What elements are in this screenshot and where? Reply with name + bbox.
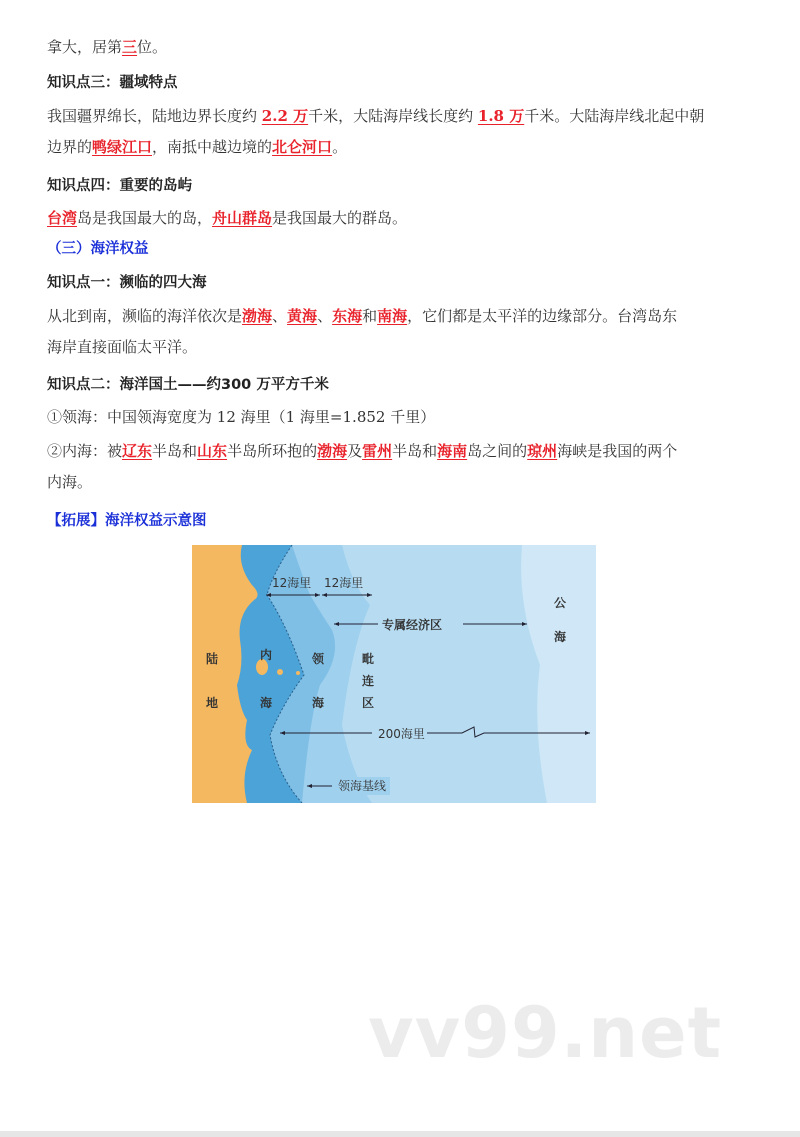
section-heading — [47, 511, 207, 531]
label-12nm-b: 12海里 — [324, 576, 364, 590]
highlighted-term: 东海 — [332, 307, 363, 325]
section-heading — [47, 375, 329, 395]
highlighted-term: 黄海 — [287, 307, 318, 325]
paragraph-line — [47, 208, 407, 228]
label-high-seas-2: 海 — [554, 630, 567, 644]
paragraph-line — [47, 407, 435, 427]
paragraph-line — [47, 472, 92, 492]
highlighted-term: 北仑河口 — [272, 138, 333, 156]
watermark: vv99.net — [368, 992, 723, 1074]
text-segment: 千米，大陆海岸线长度约 — [308, 107, 478, 125]
section-heading — [47, 176, 192, 196]
text-segment: 。 — [332, 138, 348, 156]
text-segment: 半岛所环抱的 — [227, 442, 318, 460]
highlighted-term: 三 — [122, 38, 138, 56]
section-heading — [47, 239, 149, 259]
paragraph-line — [47, 137, 347, 157]
text-segment: 半岛和 — [392, 442, 438, 460]
highlighted-term: 1.8 万 — [477, 107, 525, 125]
text-segment: ①领海：中国领海宽度为 12 海里（1 海里=1.852 千里） — [47, 408, 436, 426]
text-segment: 内海。 — [47, 473, 93, 491]
text-segment: 是我国最大的群岛。 — [272, 209, 408, 227]
text-segment: ，它们都是太平洋的边缘部分。台湾岛东 — [407, 307, 678, 325]
text-segment: 知识点二：海洋国土——约300 万平方千米 — [47, 377, 329, 393]
label-contiguous-3: 区 — [362, 696, 375, 710]
section-heading — [47, 273, 207, 293]
highlighted-term: 南海 — [377, 307, 408, 325]
text-segment: 拿大，居第 — [47, 38, 123, 56]
label-baseline: 领海基线 — [338, 779, 387, 793]
highlighted-term: 渤海 — [242, 307, 273, 325]
highlighted-term: 辽东 — [122, 442, 153, 460]
text-segment: 半岛和 — [152, 442, 198, 460]
maritime-rights-diagram — [192, 545, 596, 803]
highlighted-term: 台湾 — [47, 209, 78, 227]
label-contiguous-2: 连 — [362, 674, 375, 688]
text-segment: 位。 — [137, 38, 168, 56]
paragraph-line — [47, 337, 197, 357]
text-segment: 边界的 — [47, 138, 93, 156]
highlighted-term: 渤海 — [317, 442, 348, 460]
text-segment: 知识点三：疆域特点 — [47, 75, 178, 91]
text-segment: 从北到南，濒临的海洋依次是 — [47, 307, 243, 325]
highlighted-term: 舟山群岛 — [212, 209, 273, 227]
text-segment: ②内海：被 — [47, 442, 123, 460]
text-segment: 岛之间的 — [467, 442, 528, 460]
label-land-2: 地 — [206, 696, 219, 710]
paragraph-line — [47, 106, 704, 126]
label-12nm-a: 12海里 — [272, 576, 312, 590]
text-segment: ，南抵中越边境的 — [152, 138, 273, 156]
label-eez: 专属经济区 — [382, 618, 443, 632]
highlighted-term: 山东 — [197, 442, 228, 460]
text-segment: 及 — [347, 442, 363, 460]
highlighted-term: 海南 — [437, 442, 468, 460]
label-high-seas-1: 公 — [554, 596, 567, 610]
text-segment: 岛是我国最大的岛， — [77, 209, 213, 227]
paragraph-line — [47, 37, 167, 57]
highlighted-term: 雷州 — [362, 442, 393, 460]
text-segment: 海峡是我国的两个 — [557, 442, 678, 460]
text-segment: 【拓展】海洋权益示意图 — [47, 513, 207, 529]
label-territorial-2: 海 — [312, 696, 325, 710]
text-segment: 千米。大陆海岸线北起中朝 — [524, 107, 705, 125]
label-200nm: 200海里 — [378, 727, 425, 741]
island — [277, 669, 283, 675]
section-heading — [47, 73, 178, 93]
label-land-1: 陆 — [206, 652, 219, 666]
island — [296, 671, 300, 675]
label-inner-2: 海 — [260, 696, 273, 710]
label-territorial-1: 领 — [312, 652, 325, 666]
label-inner-1: 内 — [260, 648, 273, 662]
text-segment: 我国疆界绵长，陆地边界长度约 — [47, 107, 262, 125]
text-segment: 知识点一：濒临的四大海 — [47, 275, 207, 291]
highlighted-term: 2.2 万 — [261, 107, 309, 125]
highlighted-term: 鸭绿江口 — [92, 138, 153, 156]
paragraph-line — [47, 441, 677, 461]
highlighted-term: 琼州 — [527, 442, 558, 460]
text-segment: 知识点四：重要的岛屿 — [47, 178, 192, 194]
paragraph-line — [47, 306, 677, 326]
label-contiguous-1: 毗 — [362, 652, 375, 666]
text-segment: 海岸直接面临太平洋。 — [47, 338, 198, 356]
text-segment: 、 — [317, 307, 333, 325]
text-segment: 、 — [272, 307, 288, 325]
page-bottom-edge — [0, 1131, 800, 1137]
text-segment: 和 — [362, 307, 378, 325]
text-segment: （三）海洋权益 — [47, 241, 149, 257]
